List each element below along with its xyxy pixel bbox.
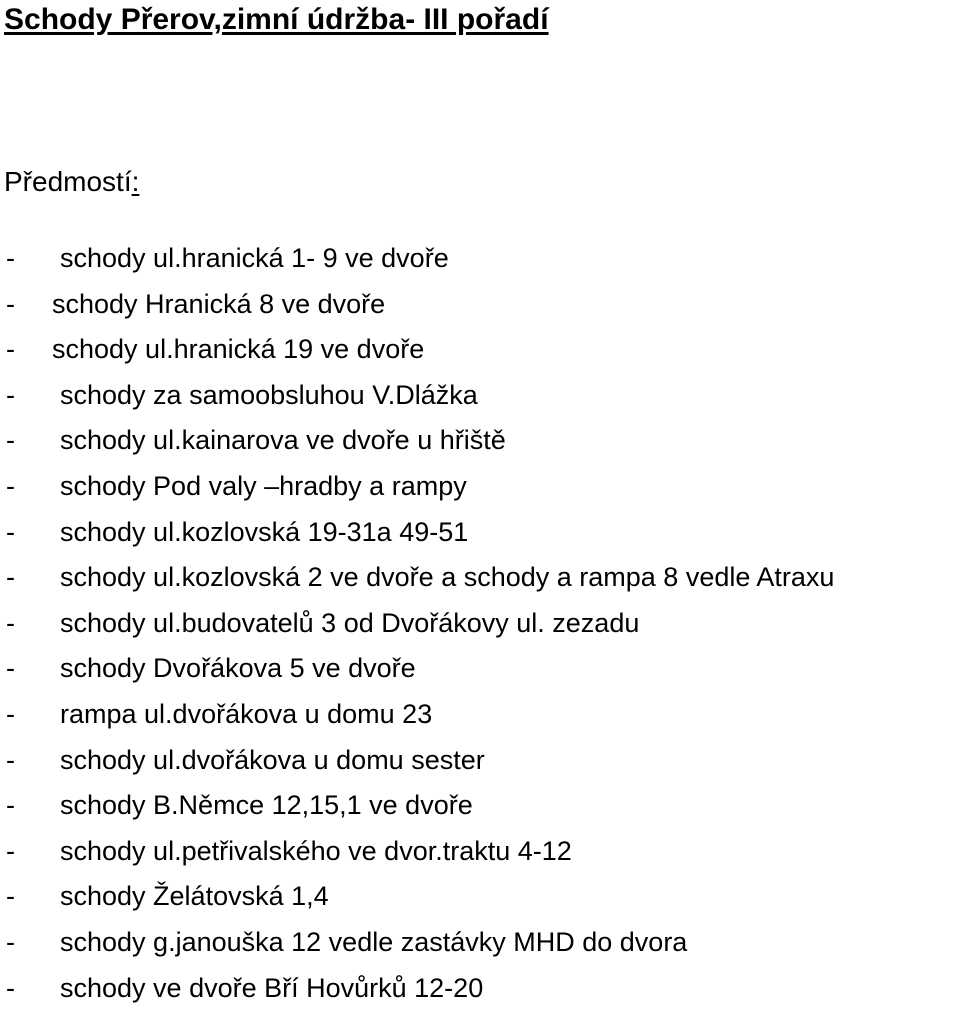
- list-bullet: -: [6, 874, 15, 920]
- list-bullet: -: [6, 601, 15, 647]
- list-item-text: schody ul.dvořákova u domu sester: [60, 738, 485, 784]
- list-bullet: -: [6, 783, 15, 829]
- list-item-text: schody za samoobsluhou V.Dlážka: [60, 373, 478, 419]
- list-item-text: schody Pod valy –hradby a rampy: [60, 464, 467, 510]
- list-bullet: -: [6, 966, 15, 1011]
- list-item-text: schody ul.petřivalského ve dvor.traktu 4-12: [60, 829, 572, 875]
- list-item-text: rampa ul.dvořákova u domu 23: [60, 692, 432, 738]
- list-bullet: -: [6, 692, 15, 738]
- list-item-text: schody Dvořákova 5 ve dvoře: [60, 646, 416, 692]
- list-bullet: -: [6, 829, 15, 875]
- list-bullet: -: [6, 236, 15, 282]
- list-item-text: schody ve dvoře Bří Hovůrků 12-20: [60, 966, 483, 1011]
- list-bullet: -: [6, 510, 15, 556]
- section-label-colon: :: [132, 166, 140, 197]
- list-bullet: -: [6, 373, 15, 419]
- list-item-text: schody g.janouška 12 vedle zastávky MHD do dvora: [60, 920, 687, 966]
- list-bullet: -: [6, 920, 15, 966]
- list-bullet: -: [6, 327, 15, 373]
- list-bullet: -: [6, 282, 15, 328]
- list-bullet: -: [6, 646, 15, 692]
- list-item-text: schody Hranická 8 ve dvoře: [52, 282, 385, 328]
- list-item-text: schody ul.hranická 1- 9 ve dvoře: [60, 236, 449, 282]
- list-item-text: schody ul.kainarova ve dvoře u hřiště: [60, 418, 506, 464]
- list-item-text: schody ul.hranická 19 ve dvoře: [52, 327, 424, 373]
- list-bullet: -: [6, 464, 15, 510]
- section-label-text: Předmostí: [4, 166, 132, 197]
- list-item-text: schody Želátovská 1,4: [60, 874, 329, 920]
- list-bullet: -: [6, 418, 15, 464]
- list-item-text: schody ul.kozlovská 19-31a 49-51: [60, 510, 468, 556]
- section-label: [4, 162, 139, 202]
- list-item-text: schody B.Němce 12,15,1 ve dvoře: [60, 783, 473, 829]
- list-item-text: schody ul.budovatelů 3 od Dvořákovy ul. zezadu: [60, 601, 639, 647]
- list-item-text: schody ul.kozlovská 2 ve dvoře a schody a rampa 8 vedle Atraxu: [60, 555, 834, 601]
- list-bullet: -: [6, 555, 15, 601]
- document-title: Schody Přerov,zimní údržba- III pořadí: [4, 0, 549, 40]
- list-bullet: -: [6, 738, 15, 784]
